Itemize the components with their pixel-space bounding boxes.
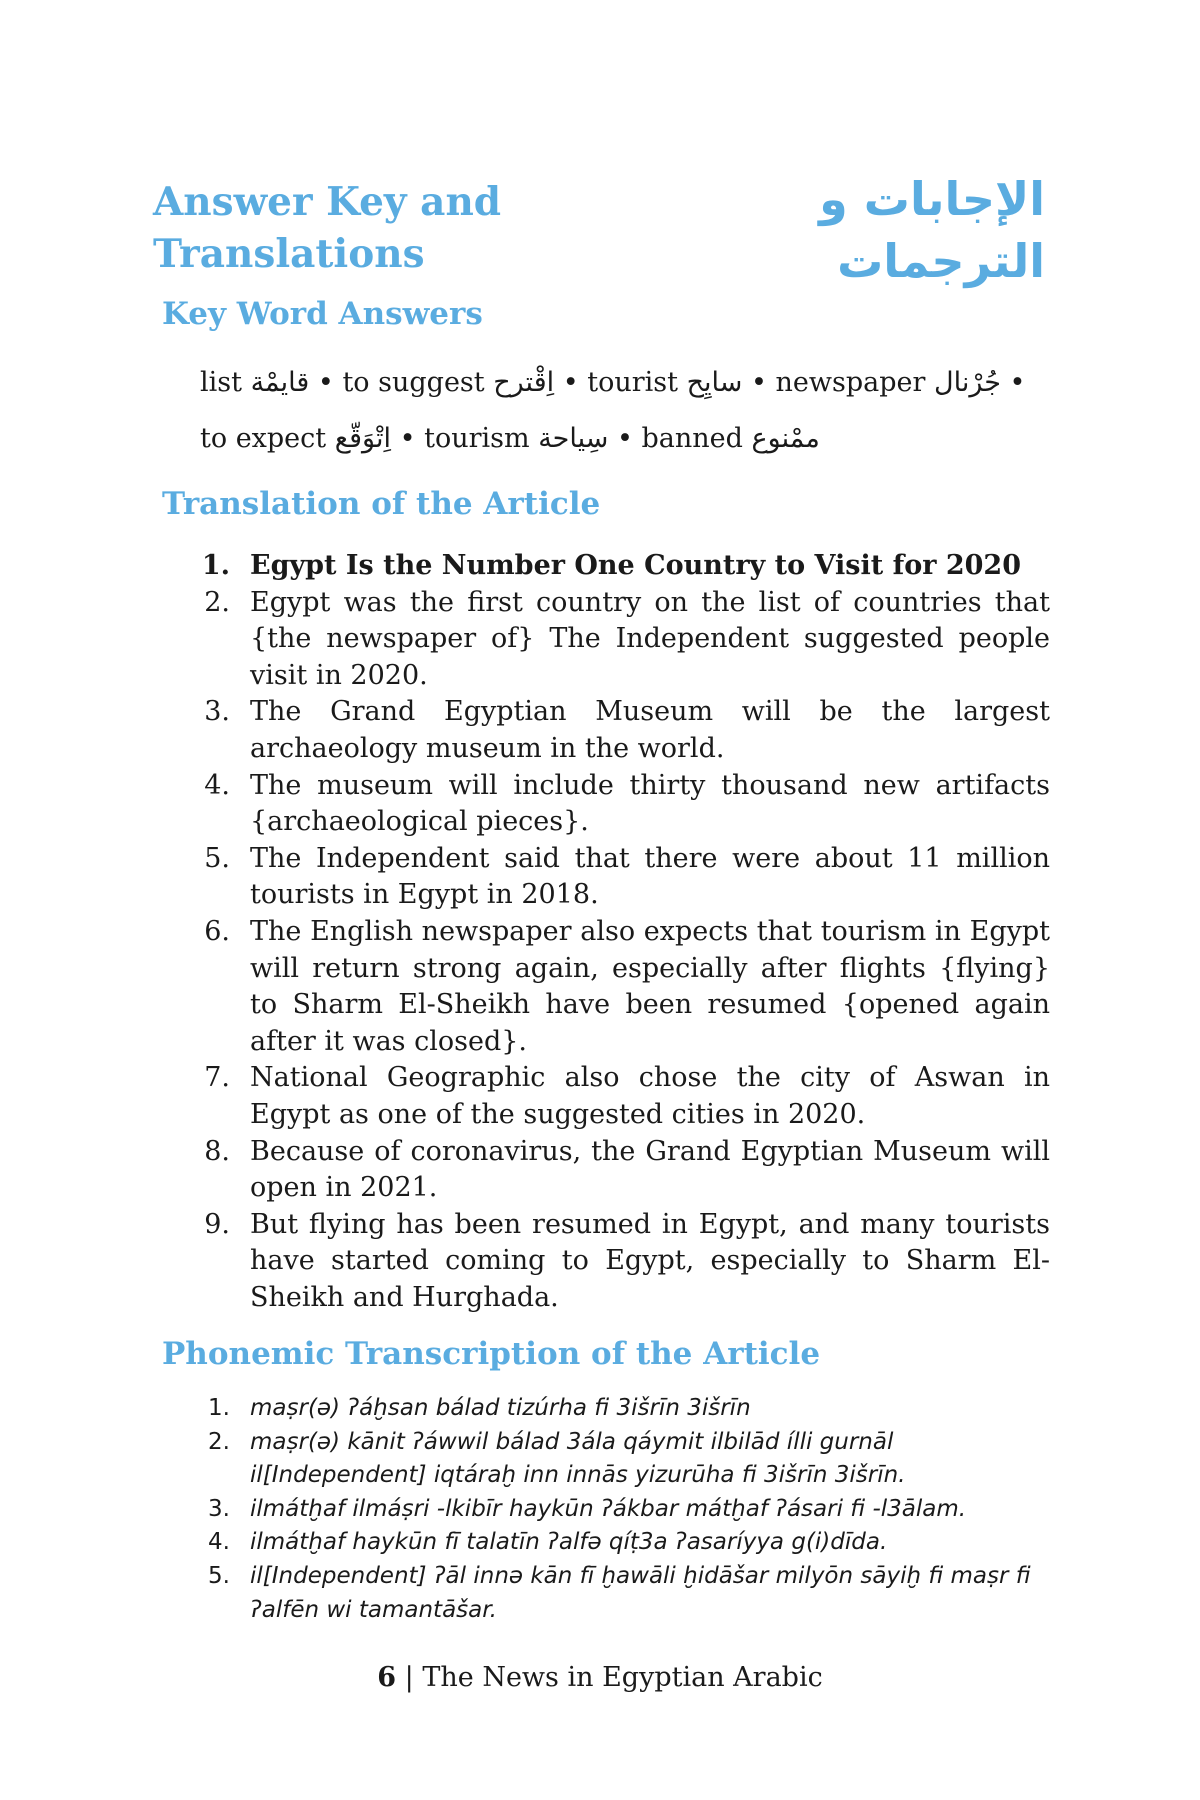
item-text: maṣr(ə) kānit ʔáwwil bálad 3ála qáymit ilbilād ílli gurnāl il[Independent] iqtáraḫ inn innās yizurūha fi 3išrīn 3išrīn.: [250, 1428, 906, 1489]
page-number: 6: [377, 1662, 397, 1693]
item-number: 5.: [204, 842, 230, 874]
item-number: 2.: [208, 1428, 230, 1455]
list-item: [200, 1207, 1050, 1317]
item-text: The English newspaper also expects that tourism in Egypt will return strong again, especially after flights {flying} to Sharm El-Sheikh have been resumed {opened again after it was closed}.: [250, 915, 1050, 1057]
separator-dot: •: [1009, 367, 1026, 398]
item-number: 1.: [201, 550, 230, 581]
item-text: Because of coronavirus, the Grand Egyptian Museum will open in 2021.: [250, 1135, 1050, 1204]
item-text: ilmátḫaf haykūn fī talatīn ʔalfə qíṭ3a ʔasaríyya g(i)dīda.: [250, 1529, 888, 1556]
item-number: 8.: [204, 1135, 230, 1167]
footer-separator: |: [404, 1662, 414, 1693]
item-number: 9.: [204, 1208, 230, 1240]
list-item: [200, 1493, 1050, 1527]
key-word-ar: جُرْنال: [933, 367, 1001, 398]
item-number: 2.: [204, 586, 230, 618]
key-word-en: tourist: [587, 367, 678, 398]
key-word-en: list: [200, 367, 242, 398]
item-text: The Grand Egyptian Museum will be the largest archaeology museum in the world.: [250, 696, 1050, 764]
key-word-ar: اِقْترح: [493, 367, 555, 398]
item-text: maṣr(ə) ʔáḫsan bálad tizúrha fi 3išrīn 3išrīn: [250, 1395, 751, 1421]
list-item: [200, 841, 1050, 914]
section-heading-phonemic: Phonemic Transcription of the Article: [162, 1336, 821, 1372]
page-title-arabic: الإجابات و الترجمات: [819, 172, 1045, 288]
item-text: But flying has been resumed in Egypt, and many tourists have started coming to Egypt, especially to Sharm El-Sheikh and Hurghada.: [250, 1208, 1050, 1313]
item-number: 6.: [204, 915, 230, 947]
list-item: [200, 1392, 1050, 1426]
item-number: 3.: [204, 696, 230, 728]
key-word-en: newspaper: [775, 367, 926, 398]
phonemic-list: [200, 1392, 1050, 1627]
key-word-answers: [200, 355, 1050, 467]
item-number: 7.: [204, 1062, 230, 1094]
key-word-ar: سِياحة: [538, 423, 609, 454]
item-number: 4.: [208, 1529, 230, 1556]
separator-dot: •: [616, 423, 633, 454]
list-item: [200, 585, 1050, 695]
list-item: [200, 1426, 1050, 1493]
key-word-en: to suggest: [342, 367, 485, 398]
key-word-en: banned: [641, 423, 743, 454]
section-heading-translation: Translation of the Article: [162, 486, 601, 522]
list-item: [200, 694, 1050, 767]
item-text: il[Independent] ʔāl innə kān fī ḫawāli ḫidāšar milyōn sāyiḫ fi maṣr fi ʔalfēn wi tamantāšar.: [250, 1562, 1031, 1623]
item-text: ilmátḫaf ilmáṣri -lkibīr haykūn ʔákbar mátḫaf ʔásari fi -l3ālam.: [250, 1495, 967, 1522]
item-number: 3.: [208, 1495, 230, 1522]
item-text: Egypt was the first country on the list of countries that {the newspaper of} The Independent suggested people visit in 2020.: [250, 586, 1050, 691]
key-word-ar: ممْنوع: [751, 423, 820, 454]
list-item: [200, 768, 1050, 841]
book-title: The News in Egyptian Arabic: [422, 1662, 823, 1693]
key-word-ar: قايمْة: [250, 367, 310, 398]
list-item: [200, 1560, 1050, 1627]
list-item: [200, 1526, 1050, 1560]
item-text: Egypt Is the Number One Country to Visit for 2020: [250, 550, 1021, 581]
item-text: National Geographic also chose the city of Aswan in Egypt as one of the suggested cities in 2020.: [250, 1062, 1050, 1130]
key-word-en: to expect: [200, 423, 327, 454]
item-number: 4.: [204, 769, 230, 801]
item-number: 1.: [208, 1395, 230, 1421]
item-text: The museum will include thirty thousand new artifacts {archaeological pieces}.: [250, 769, 1050, 838]
page-title-english: Answer Key and Translations: [153, 179, 502, 277]
separator-dot: •: [399, 423, 416, 454]
list-item: [200, 1060, 1050, 1133]
key-word-ar: سايِح: [686, 367, 743, 398]
separator-dot: •: [750, 367, 767, 398]
list-item: [200, 914, 1050, 1060]
separator-dot: •: [562, 367, 579, 398]
key-word-en: tourism: [424, 423, 530, 454]
page-footer: [0, 1660, 1200, 1696]
item-number: 5.: [208, 1562, 230, 1589]
key-word-ar: اِتْوَقّع: [334, 423, 391, 454]
list-item: [200, 1134, 1050, 1207]
section-heading-key-words: Key Word Answers: [162, 296, 483, 332]
list-item: [200, 548, 1050, 585]
item-text: The Independent said that there were about 11 million tourists in Egypt in 2018.: [250, 842, 1050, 911]
translation-list: [200, 548, 1050, 1316]
separator-dot: •: [317, 367, 334, 398]
